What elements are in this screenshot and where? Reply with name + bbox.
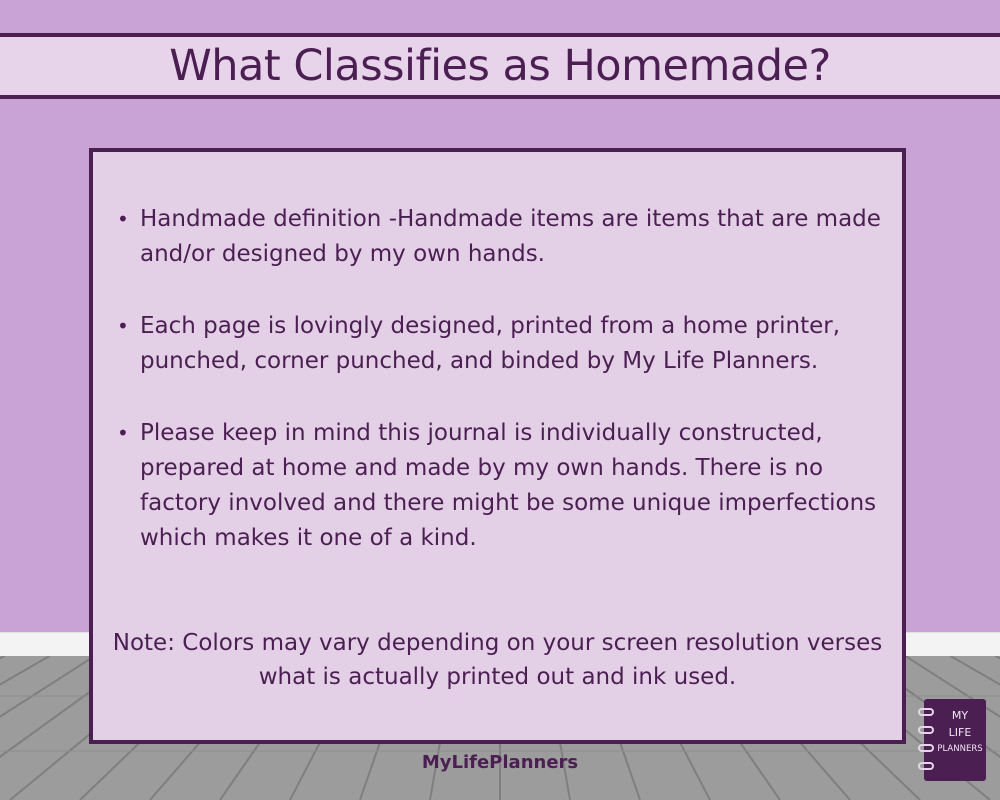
bullet-list [117, 202, 897, 593]
logo-line: LIFE [948, 726, 972, 739]
list-item [117, 309, 897, 379]
spiral-ring-icon [918, 726, 934, 734]
bullet-dot-icon: • [117, 207, 129, 231]
list-item [117, 202, 897, 272]
spiral-ring-icon [918, 708, 934, 716]
bullet-dot-icon: • [117, 314, 129, 338]
bullet-text: Please keep in mind this journal is individually constructed, prepared at home and made by my own hands. There is no factory involved and there might be some unique imperfections which makes it one of a kind. [140, 420, 877, 551]
content-card [89, 148, 906, 744]
list-item [117, 416, 897, 556]
logo-line: MY [951, 709, 969, 722]
spiral-ring-icon [918, 744, 934, 752]
spiral-ring-icon [918, 762, 934, 770]
logo-text [934, 707, 986, 758]
page-title: What Classifies as Homemade? [169, 41, 831, 91]
bullet-dot-icon: • [117, 421, 129, 445]
title-banner [0, 33, 1000, 99]
bullet-text: Each page is lovingly designed, printed from a home printer, punched, corner punched, and binded by My Life Planners. [140, 313, 841, 374]
brand-name: MyLifePlanners [421, 752, 579, 773]
bullet-text: Handmade definition -Handmade items are items that are made and/or designed by my own hands. [140, 206, 881, 267]
spiral-planner-logo-icon [924, 699, 986, 781]
disclaimer-note: Note: Colors may vary depending on your screen resolution verses what is actually printed out and ink used. [112, 630, 883, 690]
logo-line: PLANNERS [937, 744, 983, 754]
